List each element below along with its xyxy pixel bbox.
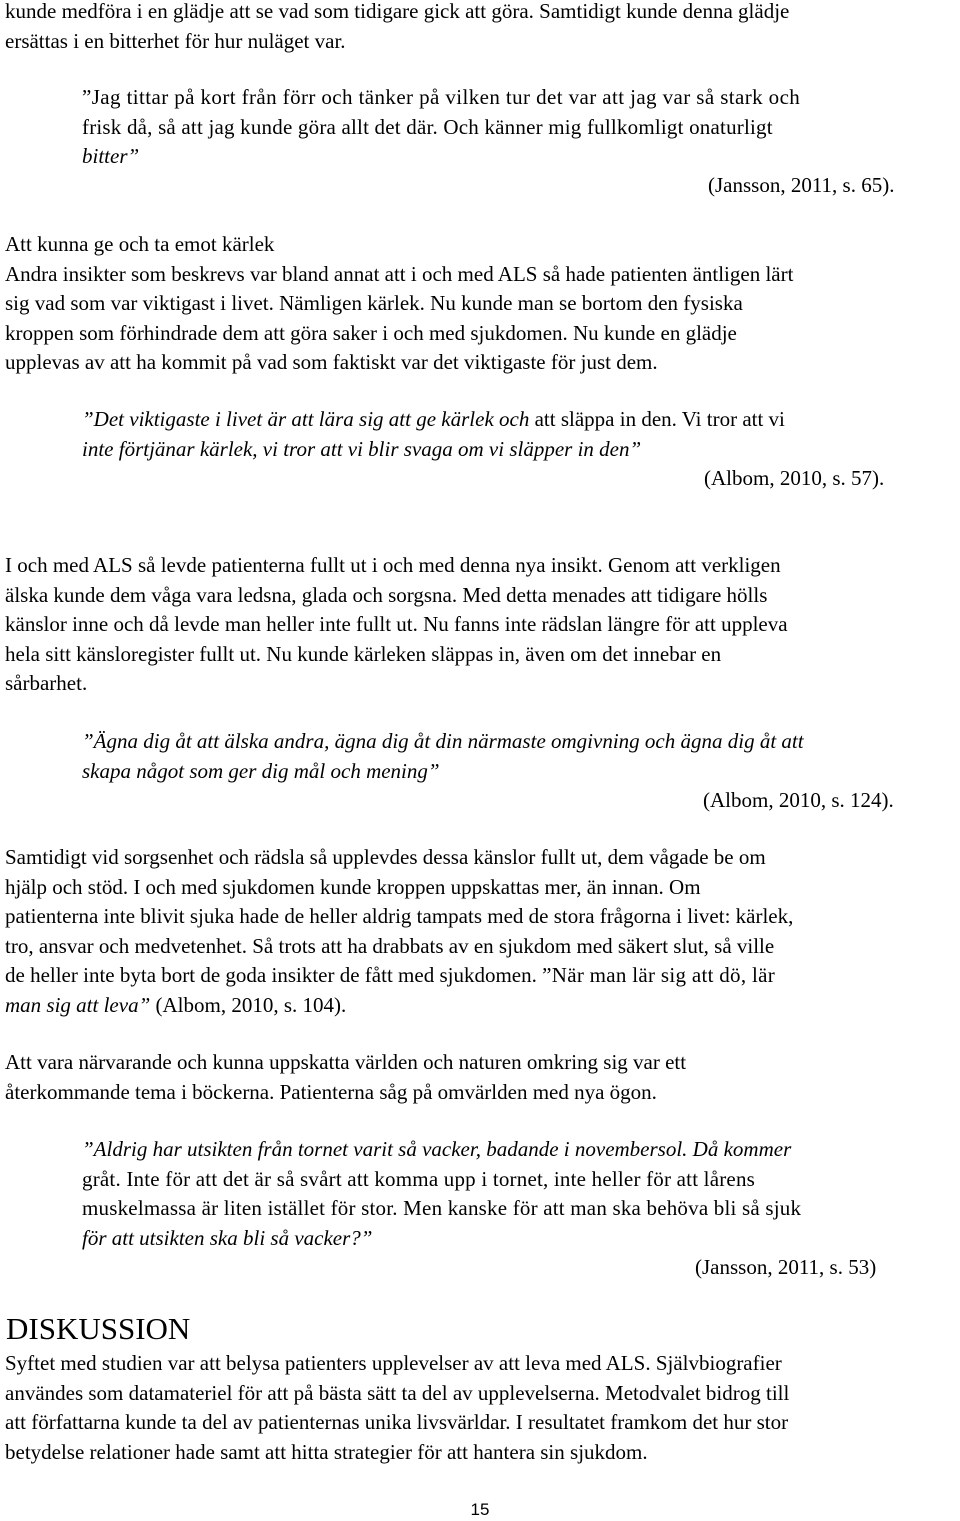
text-line: användes som datamateriel för att på bästa sätt ta del av upplevelserna. Metodvalet bidrog till xyxy=(5,1380,790,1405)
text-line: Syftet med studien var att belysa patienters upplevelser av att leva med ALS. Självbiografier xyxy=(5,1351,782,1375)
text-line: frisk då, så att jag kunde göra allt det där. Och känner mig fullkomligt onaturligt xyxy=(82,114,773,139)
text-run: (Albom, 2010, s. 104). xyxy=(150,992,347,1017)
text-line: känslor inne och då levde man heller inte fullt ut. Nu fanns inte rädslan längre för att uppleva xyxy=(5,612,788,636)
citation: (Jansson, 2011, s. 65). xyxy=(708,173,895,197)
text-line: Andra insikter som beskrevs var bland annat att i och med ALS så hade patienten äntligen lärt xyxy=(5,261,794,286)
text-line: I och med ALS så levde patienterna fullt ut i och med denna nya insikt. Genom att verkligen xyxy=(5,553,781,577)
quote-albom-124 xyxy=(82,727,960,786)
italic-text: ”Det viktigaste i livet är att lära sig att ge kärlek och xyxy=(82,407,530,431)
text-line: Att vara närvarande och kunna uppskatta världen och naturen omkring sig var ett xyxy=(5,1050,687,1074)
text-line: patienterna inte blivit sjuka hade de heller aldrig tampats med de stora frågorna i livet: kärlek, xyxy=(5,904,794,928)
text-line: älska kunde dem våga vara ledsna, glada och sorgsna. Med detta menades att tidigare hölls xyxy=(5,582,768,607)
italic-text: inte förtjänar kärlek, vi tror att vi blir svaga om vi släpper in den” xyxy=(82,436,642,461)
text-run: de heller inte byta bort de goda insikter de fått med sjukdomen. xyxy=(5,963,543,987)
section-love xyxy=(5,230,960,378)
text-line: ersättas i en bitterhet för hur nuläget var. xyxy=(5,28,346,53)
text-line: gråt. Inte för att det är så svårt att komma upp i tornet, inte heller för att lårens xyxy=(82,1166,756,1191)
text-line: betydelse relationer hade samt att hitta strategier för att hantera sin sjukdom. xyxy=(5,1439,648,1464)
citation: (Albom, 2010, s. 124). xyxy=(703,788,894,812)
quote-albom-57 xyxy=(82,405,960,464)
paragraph-present xyxy=(5,1048,960,1107)
text-line: muskelmassa är liten istället för stor. Men kanske för att man ska behöva bli så sjuk xyxy=(82,1196,802,1220)
text-line: återkommande tema i böckerna. Patienterna såg på omvärlden med nya ögon. xyxy=(5,1079,657,1104)
text-run: att släppa in den. Vi tror att vi xyxy=(529,407,785,431)
citation: (Albom, 2010, s. 57). xyxy=(704,466,885,490)
text-line: hjälp och stöd. I och med sjukdomen kunde kroppen uppskattas mer, än innan. Om xyxy=(5,874,701,899)
text-line: kroppen som förhindrade dem att göra saker i och med sjukdomen. Nu kunde en glädje xyxy=(5,320,737,345)
italic-text: ”Aldrig har utsikten från tornet varit så vacker, badande i novembersol. Då kommer xyxy=(82,1137,792,1161)
discussion-paragraph xyxy=(5,1349,960,1467)
discussion-heading: DISKUSSION xyxy=(6,1311,191,1346)
text-line: hela sitt känsloregister fullt ut. Nu kunde kärleken släppas in, även om det innebar en xyxy=(5,641,722,666)
citation: (Jansson, 2011, s. 53) xyxy=(695,1255,877,1279)
paragraph-als xyxy=(5,551,960,699)
section-heading: Att kunna ge och ta emot kärlek xyxy=(5,232,275,256)
quote-jansson-53 xyxy=(82,1135,960,1253)
paragraph-sorrow xyxy=(5,843,960,1020)
italic-text: bitter” xyxy=(82,144,140,168)
page-number: 15 xyxy=(470,1500,490,1519)
italic-text: skapa något som ger dig mål och mening” xyxy=(82,758,440,783)
italic-text: för att utsikten ska bli så vacker?” xyxy=(82,1225,373,1250)
text-line: att författarna kunde ta del av patienternas unika livsvärldar. I resultatet framkom det hur stor xyxy=(5,1410,789,1434)
text-line: Samtidigt vid sorgsenhet och rädsla så upplevdes dessa känslor fullt ut, dem vågade be om xyxy=(5,845,766,869)
text-line: sårbarhet. xyxy=(5,671,88,695)
text-line: sig vad som var viktigast i livet. Nämligen kärlek. Nu kunde man se bortom den fysiska xyxy=(5,291,743,315)
text-line: upplevas av att ha kommit på vad som faktiskt var det viktigaste för just dem. xyxy=(5,350,658,374)
text-line: kunde medföra i en glädje att se vad som tidigare gick att göra. Samtidigt kunde denna glädje xyxy=(5,0,790,23)
text-line: tro, ansvar och medvetenhet. Så trots att ha drabbats av en sjukdom med säkert slut, så ville xyxy=(5,933,775,958)
inline-quote: ”När man lär sig att dö, lär xyxy=(542,963,776,987)
italic-text: ”Ägna dig åt att älska andra, ägna dig åt din närmaste omgivning och ägna dig åt att xyxy=(82,729,804,753)
text-line: ”Jag tittar på kort från förr och tänker på vilken tur det var att jag var så stark och xyxy=(82,85,801,109)
top-paragraph xyxy=(5,0,960,56)
quote-jansson-65 xyxy=(82,83,960,172)
italic-text: man sig att leva” xyxy=(5,992,151,1017)
